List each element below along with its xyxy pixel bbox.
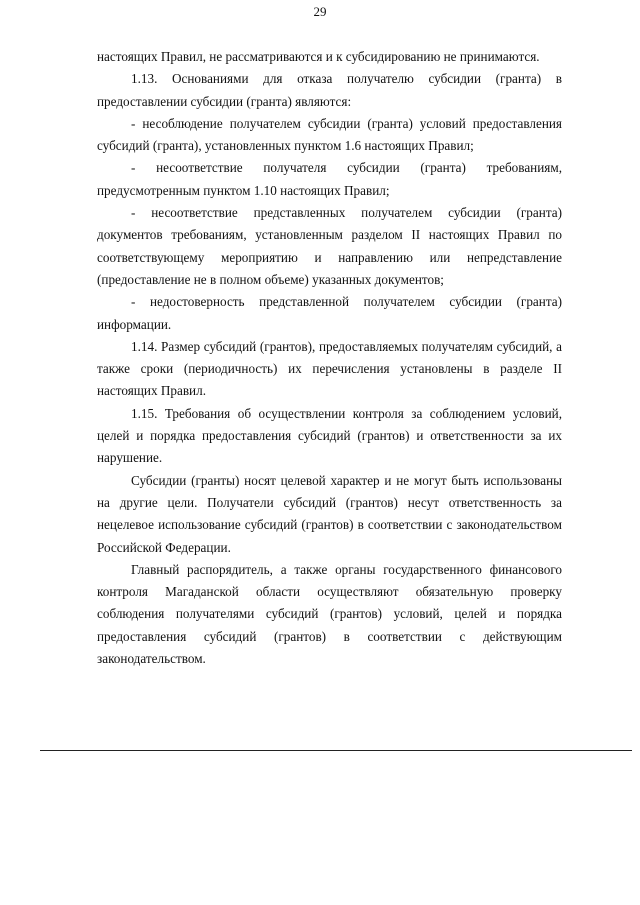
paragraph-1-14: 1.14. Размер субсидий (грантов), предоставляемых получателям субсидий, а также сроки (периодичность) их перечисления установлены в разделе II настоящих Правил. bbox=[97, 338, 562, 399]
paragraph-1-13: 1.13. Основаниями для отказа получателю субсидии (гранта) в предоставлении субсидии (гранта) являются: bbox=[97, 71, 562, 109]
paragraph-control: Главный распорядитель, а также органы государственного финансового контроля Магаданской области осуществляют обязательную проверку соблюдения получателями субсидий (грантов) условий, целей и порядка предоставления субсидий (грантов) в соответствии с действующим законодательством. bbox=[97, 561, 562, 667]
list-item-false-information: - недостоверность представленной получателем субсидии (гранта) информации. bbox=[97, 294, 562, 332]
list-item-noncompliance-requirements: - несоответствие получателя субсидии (гранта) требованиям, предусмотренным пунктом 1.10 настоящих Правил; bbox=[97, 160, 562, 198]
paragraph-target-use: Субсидии (гранты) носят целевой характер и не могут быть использованы на другие цели. Получатели субсидий (грантов) несут ответственность за нецелевое использование субсидий (грантов) в соответствии с законодательством Российской Федерации. bbox=[97, 472, 562, 555]
page-number: 29 bbox=[313, 4, 327, 19]
paragraph-continuation: настоящих Правил, не рассматриваются и к субсидированию не принимаются. bbox=[97, 49, 540, 64]
footer-divider bbox=[40, 750, 632, 751]
paragraph-1-15: 1.15. Требования об осуществлении контроля за соблюдением условий, целей и порядка предоставления субсидий (грантов) и ответственности за их нарушение. bbox=[97, 405, 562, 466]
document-body bbox=[97, 46, 562, 670]
list-item-noncompliance-conditions: - несоблюдение получателем субсидии (гранта) условий предоставления субсидий (гранта), установленных пунктом 1.6 настоящих Правил; bbox=[97, 115, 562, 154]
list-item-documents-mismatch: - несоответствие представленных получателем субсидии (гранта) документов требованиям, установленным разделом II настоящих Правил по соответствующему мероприятию и направлению или непредставление (предоставление не в полном объеме) указанных документов; bbox=[97, 205, 562, 287]
